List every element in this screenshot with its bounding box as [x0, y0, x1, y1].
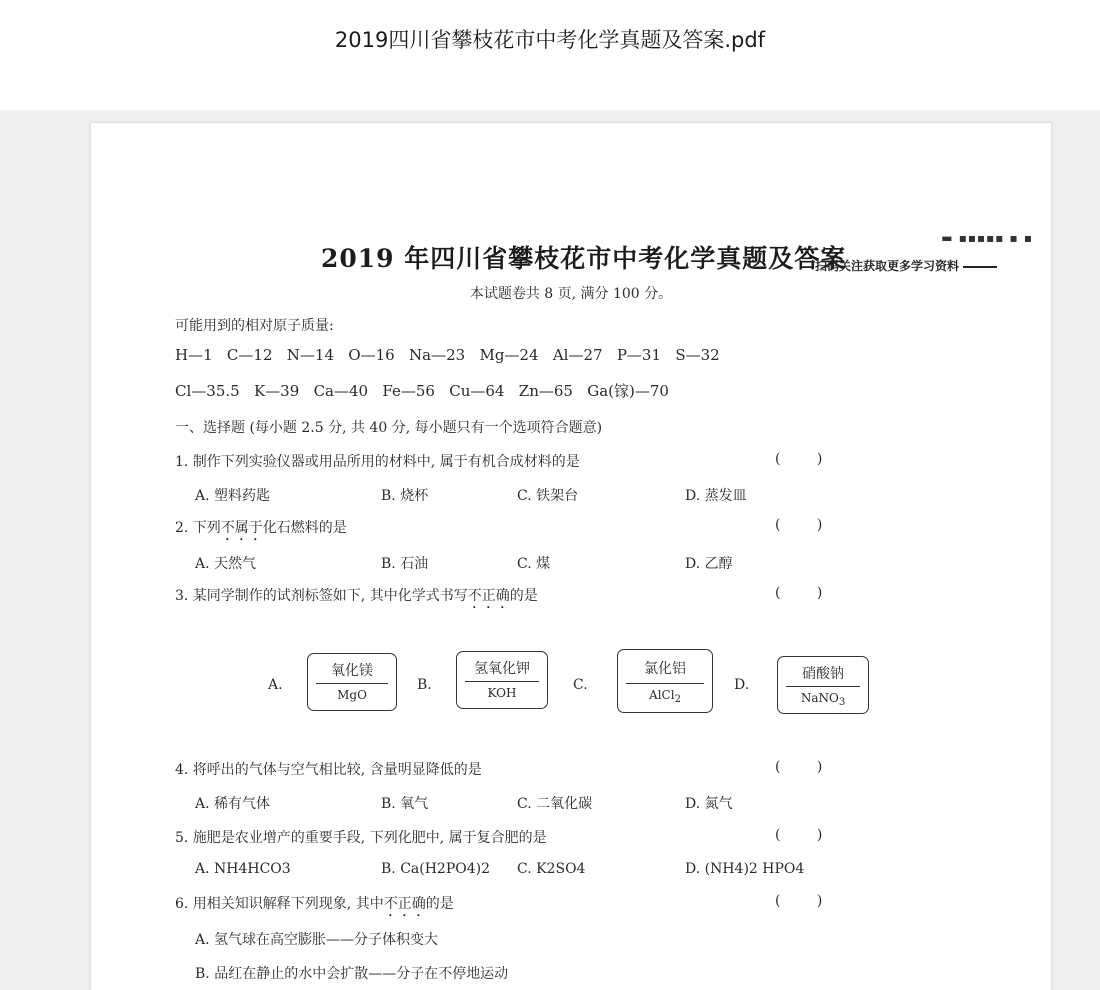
question-4-option-c: C. 二氧化碳 [517, 796, 593, 812]
reagent-label-a-rule [316, 683, 388, 684]
question-5-stem: 5. 施肥是农业增产的重要手段, 下列化肥中, 属于复合肥的是 [175, 830, 547, 846]
reagent-label-a [307, 653, 397, 711]
question-4-option-a: A. 稀有气体 [195, 796, 271, 812]
question-4-stem: 4. 将呼出的气体与空气相比较, 含量明显降低的是 [175, 762, 482, 778]
reagent-label-d [777, 656, 869, 714]
question-4-option-d: D. 氮气 [685, 796, 733, 812]
side-note-dash [963, 266, 997, 268]
question-6-option-b: B. 品红在静止的水中会扩散——分子在不停地运动 [195, 966, 509, 982]
corner-marks: ▬ ▪▪▪▪▪ ▪ ▪ [941, 231, 1033, 245]
question-2-stem [175, 517, 347, 544]
pdf-page [90, 122, 1052, 990]
question-1-stem: 1. 制作下列实验仪器或用品所用的材料中, 属于有机合成材料的是 [175, 454, 580, 470]
question-5-option-c: C. K2SO4 [517, 861, 586, 877]
reagent-label-b-rule [465, 681, 539, 682]
reagent-label-b-name: 氢氧化钾 [474, 661, 530, 677]
elements-row-2: Cl—35.5 K—39 Ca—40 Fe—56 Cu—64 Zn—65 Ga(镓)—70 [175, 382, 669, 400]
question-3-letter-b: B. [417, 677, 432, 693]
question-6-stem-post: 的是 [425, 896, 454, 912]
reagent-label-d-name: 硝酸钠 [802, 666, 844, 682]
question-2-stem-emphasis: 不属于 [220, 520, 263, 536]
reagent-label-d-formula-sub: 3 [838, 697, 846, 708]
question-5-option-a: A. NH4HCO3 [195, 861, 291, 877]
reagent-label-c [617, 649, 713, 713]
question-1-option-a: A. 塑料药匙 [195, 488, 271, 504]
question-2-answer-paren: ( ) [775, 517, 839, 533]
question-2-stem-post: 化石燃料的是 [262, 520, 347, 536]
question-2-option-d: D. 乙醇 [685, 556, 733, 572]
atomic-mass-label: 可能用到的相对原子质量: [175, 318, 334, 334]
question-3-letter-d: D. [734, 677, 750, 693]
reagent-label-a-formula: MgO [337, 688, 367, 702]
exam-title: 2019 年四川省攀枝花市中考化学真题及答案 [321, 244, 847, 273]
question-3-answer-paren: ( ) [775, 585, 839, 601]
elements-row-1: H—1 C—12 N—14 O—16 Na—23 Mg—24 Al—27 P—31 S—32 [175, 346, 720, 364]
question-2-option-a: A. 天然气 [195, 556, 257, 572]
question-2-stem-pre: 2. 下列 [175, 520, 221, 536]
side-note-text: 扫码关注获取更多学习资料 [815, 259, 960, 273]
question-2-option-c: C. 煤 [517, 556, 551, 572]
question-3-stem-emphasis: 不正确 [467, 588, 510, 604]
question-4-answer-paren: ( ) [775, 759, 839, 775]
question-1-option-c: C. 铁架台 [517, 488, 579, 504]
question-3-stem-post: 的是 [509, 588, 538, 604]
reagent-label-c-formula-base: AlCl [649, 688, 675, 702]
reagent-label-c-formula-sub: 2 [674, 694, 681, 705]
reagent-label-c-formula [618, 688, 712, 705]
reagent-label-d-formula [778, 691, 868, 708]
reagent-label-a-name: 氧化镁 [331, 663, 373, 679]
question-5-answer-paren: ( ) [775, 827, 839, 843]
reagent-label-c-name: 氯化铝 [644, 661, 686, 677]
question-3-letter-c: C. [573, 677, 588, 693]
viewer-header [0, 0, 1100, 110]
question-6-stem-emphasis: 不正确 [383, 896, 426, 912]
reagent-label-b-formula: KOH [487, 686, 517, 700]
question-3-letter-a: A. [268, 677, 283, 693]
reagent-label-c-rule [626, 683, 704, 684]
reagent-label-b [456, 651, 548, 709]
question-6-option-a: A. 氢气球在高空膨胀——分子体积变大 [195, 932, 439, 948]
reagent-label-d-rule [786, 686, 860, 687]
question-6-answer-paren: ( ) [775, 893, 839, 909]
question-6-stem-pre: 6. 用相关知识解释下列现象, 其中 [175, 896, 384, 912]
question-6-stem [175, 893, 454, 920]
question-3-stem-pre: 3. 某同学制作的试剂标签如下, 其中化学式书写 [175, 588, 468, 604]
document-title: 2019四川省攀枝花市中考化学真题及答案.pdf [334, 28, 766, 52]
question-4-option-b: B. 氧气 [381, 796, 429, 812]
question-5-option-d: D. (NH4)2 HPO4 [685, 861, 805, 877]
question-1-option-d: D. 蒸发皿 [685, 488, 747, 504]
question-1-answer-paren: ( ) [775, 451, 839, 467]
section-heading: 一、选择题 (每小题 2.5 分, 共 40 分, 每小题只有一个选项符合题意) [175, 420, 603, 436]
question-2-option-b: B. 石油 [381, 556, 429, 572]
question-3-stem [175, 585, 538, 612]
question-1-option-b: B. 烧杯 [381, 488, 429, 504]
question-5-option-b: B. Ca(H2PO4)2 [381, 861, 490, 877]
reagent-label-d-formula-base: NaNO [800, 691, 839, 705]
side-note [815, 257, 997, 274]
exam-subtitle: 本试题卷共 8 页, 满分 100 分。 [469, 286, 673, 302]
